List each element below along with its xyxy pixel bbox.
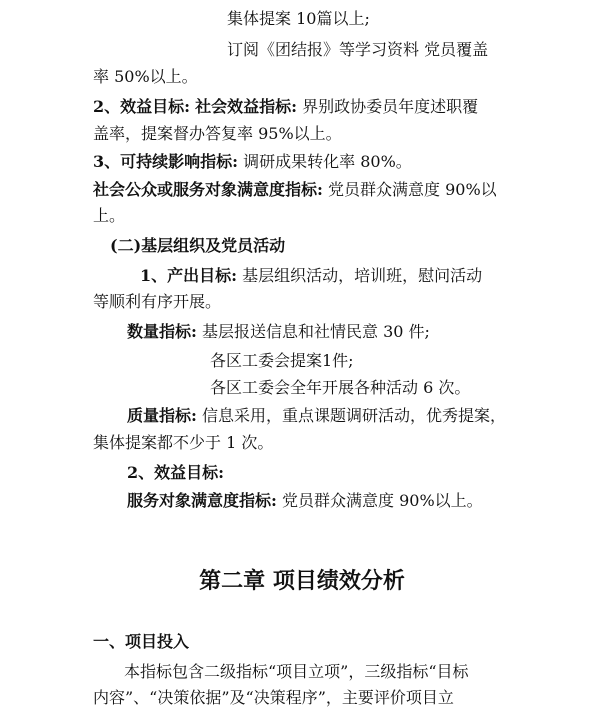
text-line: 订阅《团结报》等学习资料 党员覆盖: [227, 40, 489, 59]
text-line: 本指标包含二级指标“项目立项”，三级指标“目标: [124, 662, 469, 681]
text-line: 服务对象满意度指标: 党员群众满意度 90%以上。: [127, 491, 483, 510]
section-heading: 一、项目投入: [93, 632, 190, 651]
text-line: 各区工委会全年开展各种活动 6 次。: [210, 378, 471, 397]
text-line: 2、效益目标:: [127, 463, 225, 482]
text-line: 等顺利有序开展。: [93, 292, 222, 311]
text-line: 社会公众或服务对象满意度指标: 党员群众满意度 90%以: [93, 180, 497, 199]
text-line: 3、可持续影响指标: 调研成果转化率 80%。: [93, 152, 412, 171]
text-line: 数量指标: 基层报送信息和社情民意 30 件;: [127, 322, 430, 341]
text-line: 1、产出目标: 基层组织活动，培训班，慰问活动: [140, 266, 483, 285]
text-line: 集体提案 10篇以上;: [227, 9, 370, 28]
section-heading: (二)基层组织及党员活动: [110, 236, 286, 255]
text-line: 内容”、“决策依据”及“决策程序”，主要评价项目立: [93, 688, 454, 707]
text-line: 质量指标: 信息采用，重点课题调研活动，优秀提案，: [127, 406, 507, 425]
text-line: 盖率，提案督办答复率 95%以上。: [93, 124, 342, 143]
text-line: 率 50%以上。: [93, 67, 198, 86]
chapter-title: 第二章 项目绩效分析: [199, 569, 405, 594]
text-line: 2、效益目标: 社会效益指标: 界别政协委员年度述职覆: [93, 97, 479, 116]
text-line: 各区工委会提案1件;: [210, 351, 354, 370]
text-line: 上。: [93, 206, 126, 225]
text-line: 集体提案都不少于 1 次。: [93, 433, 274, 452]
